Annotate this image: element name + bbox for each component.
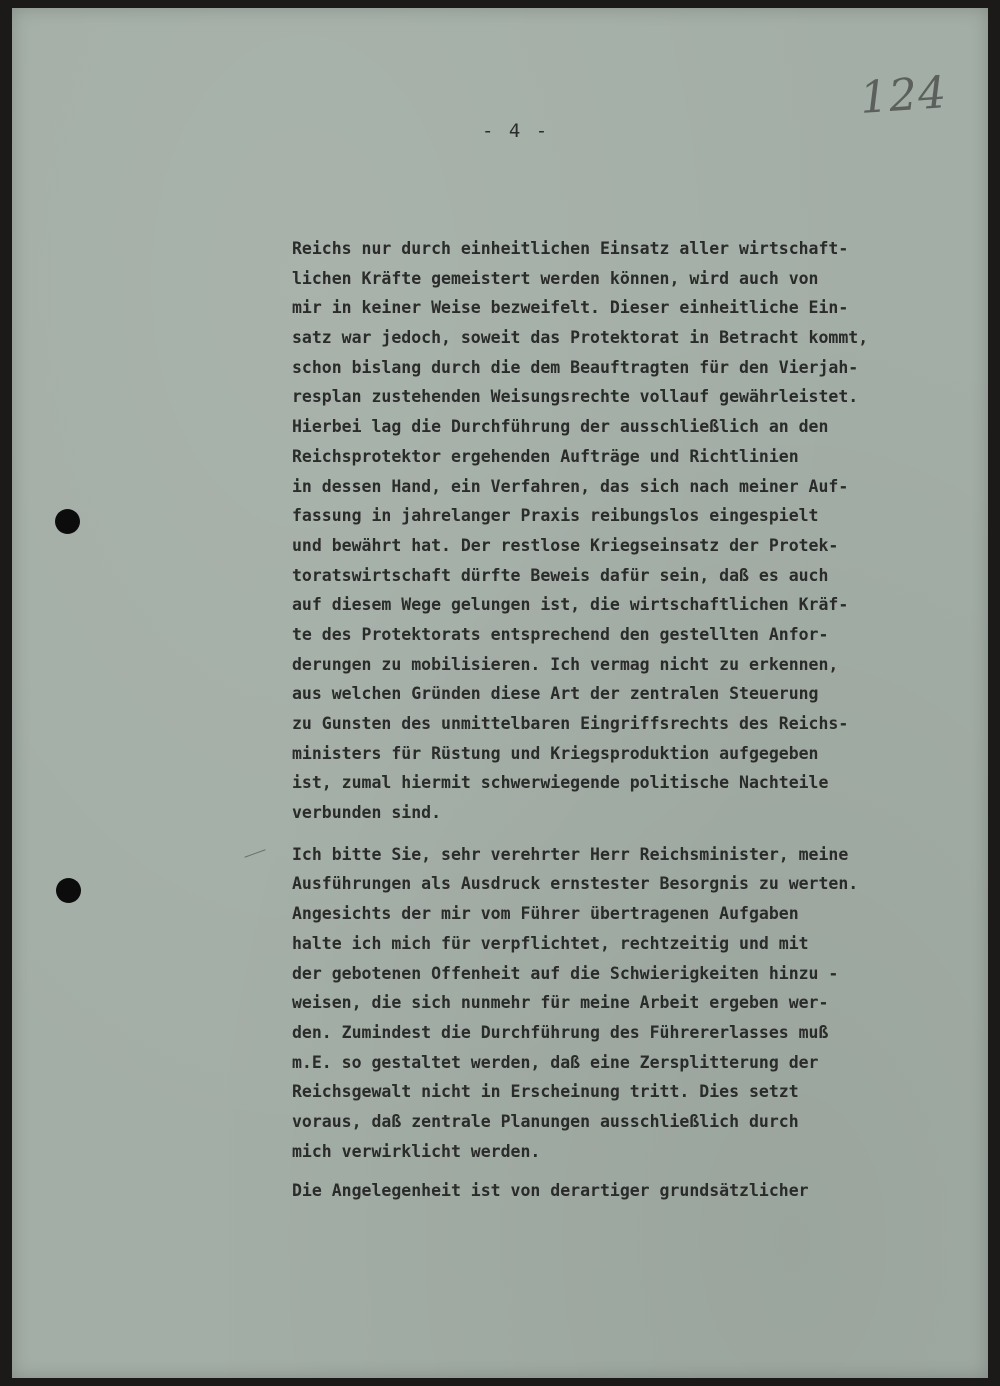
text-line: aus welchen Gründen diese Art der zentralen Steuerung [292,684,819,704]
text-line: m.E. so gestaltet werden, daß eine Zersplitterung der [292,1052,819,1072]
text-line: mir in keiner Weise bezweifelt. Dieser einheitliche Ein- [292,298,849,318]
text-line: zu Gunsten des unmittelbaren Eingriffsrechts des Reichs- [292,714,849,733]
text-line: Reichs nur durch einheitlichen Einsatz aller wirtschaft- [292,239,849,258]
text-line: voraus, daß zentrale Planungen ausschließlich durch [292,1111,799,1131]
text-line: halte ich mich für verpflichtet, rechtzeitig und mit [292,933,809,953]
text-line: mich verwirklicht werden. [292,1141,541,1161]
text-line: satz war jedoch, soweit das Protektorat in Betracht kommt, [292,328,869,348]
text-line: weisen, die sich nunmehr für meine Arbeit ergeben wer- [292,993,829,1013]
pencil-margin-mark [244,849,265,857]
text-line: den. Zumindest die Durchführung des Führererlasses muß [292,1022,829,1042]
document-body [292,234,992,1206]
text-line: Die Angelegenheit ist von derartiger grundsätzlicher [292,1181,809,1201]
page-number: - 4 - [482,120,550,142]
paragraph-1 [292,234,992,828]
paragraph-3 [292,1176,992,1206]
punch-hole [55,509,80,534]
punch-hole [56,878,81,903]
text-line: verbunden sind. [292,803,442,823]
text-line: Ich bitte Sie, sehr verehrter Herr Reichsminister, meine [292,844,849,864]
text-line: resplan zustehenden Weisungsrechte vollauf gewährleistet. [292,387,859,407]
document-page [12,8,988,1378]
text-line: te des Protektorats entsprechend den gestellten Anfor- [292,624,829,644]
text-line: auf diesem Wege gelungen ist, die wirtschaftlichen Kräf- [292,595,849,615]
text-line: derungen zu mobilisieren. Ich vermag nicht zu erkennen, [292,654,839,674]
text-line: Reichsprotektor ergehenden Aufträge und Richtlinien [292,446,799,466]
text-line: Reichsgewalt nicht in Erscheinung tritt. Dies setzt [292,1082,799,1102]
text-line: ist, zumal hiermit schwerwiegende politische Nachteile [292,773,829,793]
text-line: ministers für Rüstung und Kriegsproduktion aufgegeben [292,743,819,763]
text-line: in dessen Hand, ein Verfahren, das sich nach meiner Auf- [292,476,849,496]
text-line: fassung in jahrelanger Praxis reibungslos eingespielt [292,506,819,526]
handwritten-folio-number: 124 [858,67,949,124]
text-line: schon bislang durch die dem Beauftragten für den Vierjah- [292,357,859,377]
paragraph-2 [292,840,992,1167]
text-line: der gebotenen Offenheit auf die Schwierigkeiten hinzu - [292,963,839,983]
text-line: und bewährt hat. Der restlose Kriegseinsatz der Protek- [292,535,839,555]
text-line: Angesichts der mir vom Führer übertragenen Aufgaben [292,904,799,924]
text-line: toratswirtschaft dürfte Beweis dafür sein, daß es auch [292,565,829,585]
text-line: Ausführungen als Ausdruck ernstester Besorgnis zu werten. [292,874,859,894]
text-line: lichen Kräfte gemeistert werden können, wird auch von [292,268,819,288]
text-line: Hierbei lag die Durchführung der ausschließlich an den [292,417,829,437]
paragraph-spacer [292,1166,992,1176]
paragraph-spacer [292,828,992,840]
